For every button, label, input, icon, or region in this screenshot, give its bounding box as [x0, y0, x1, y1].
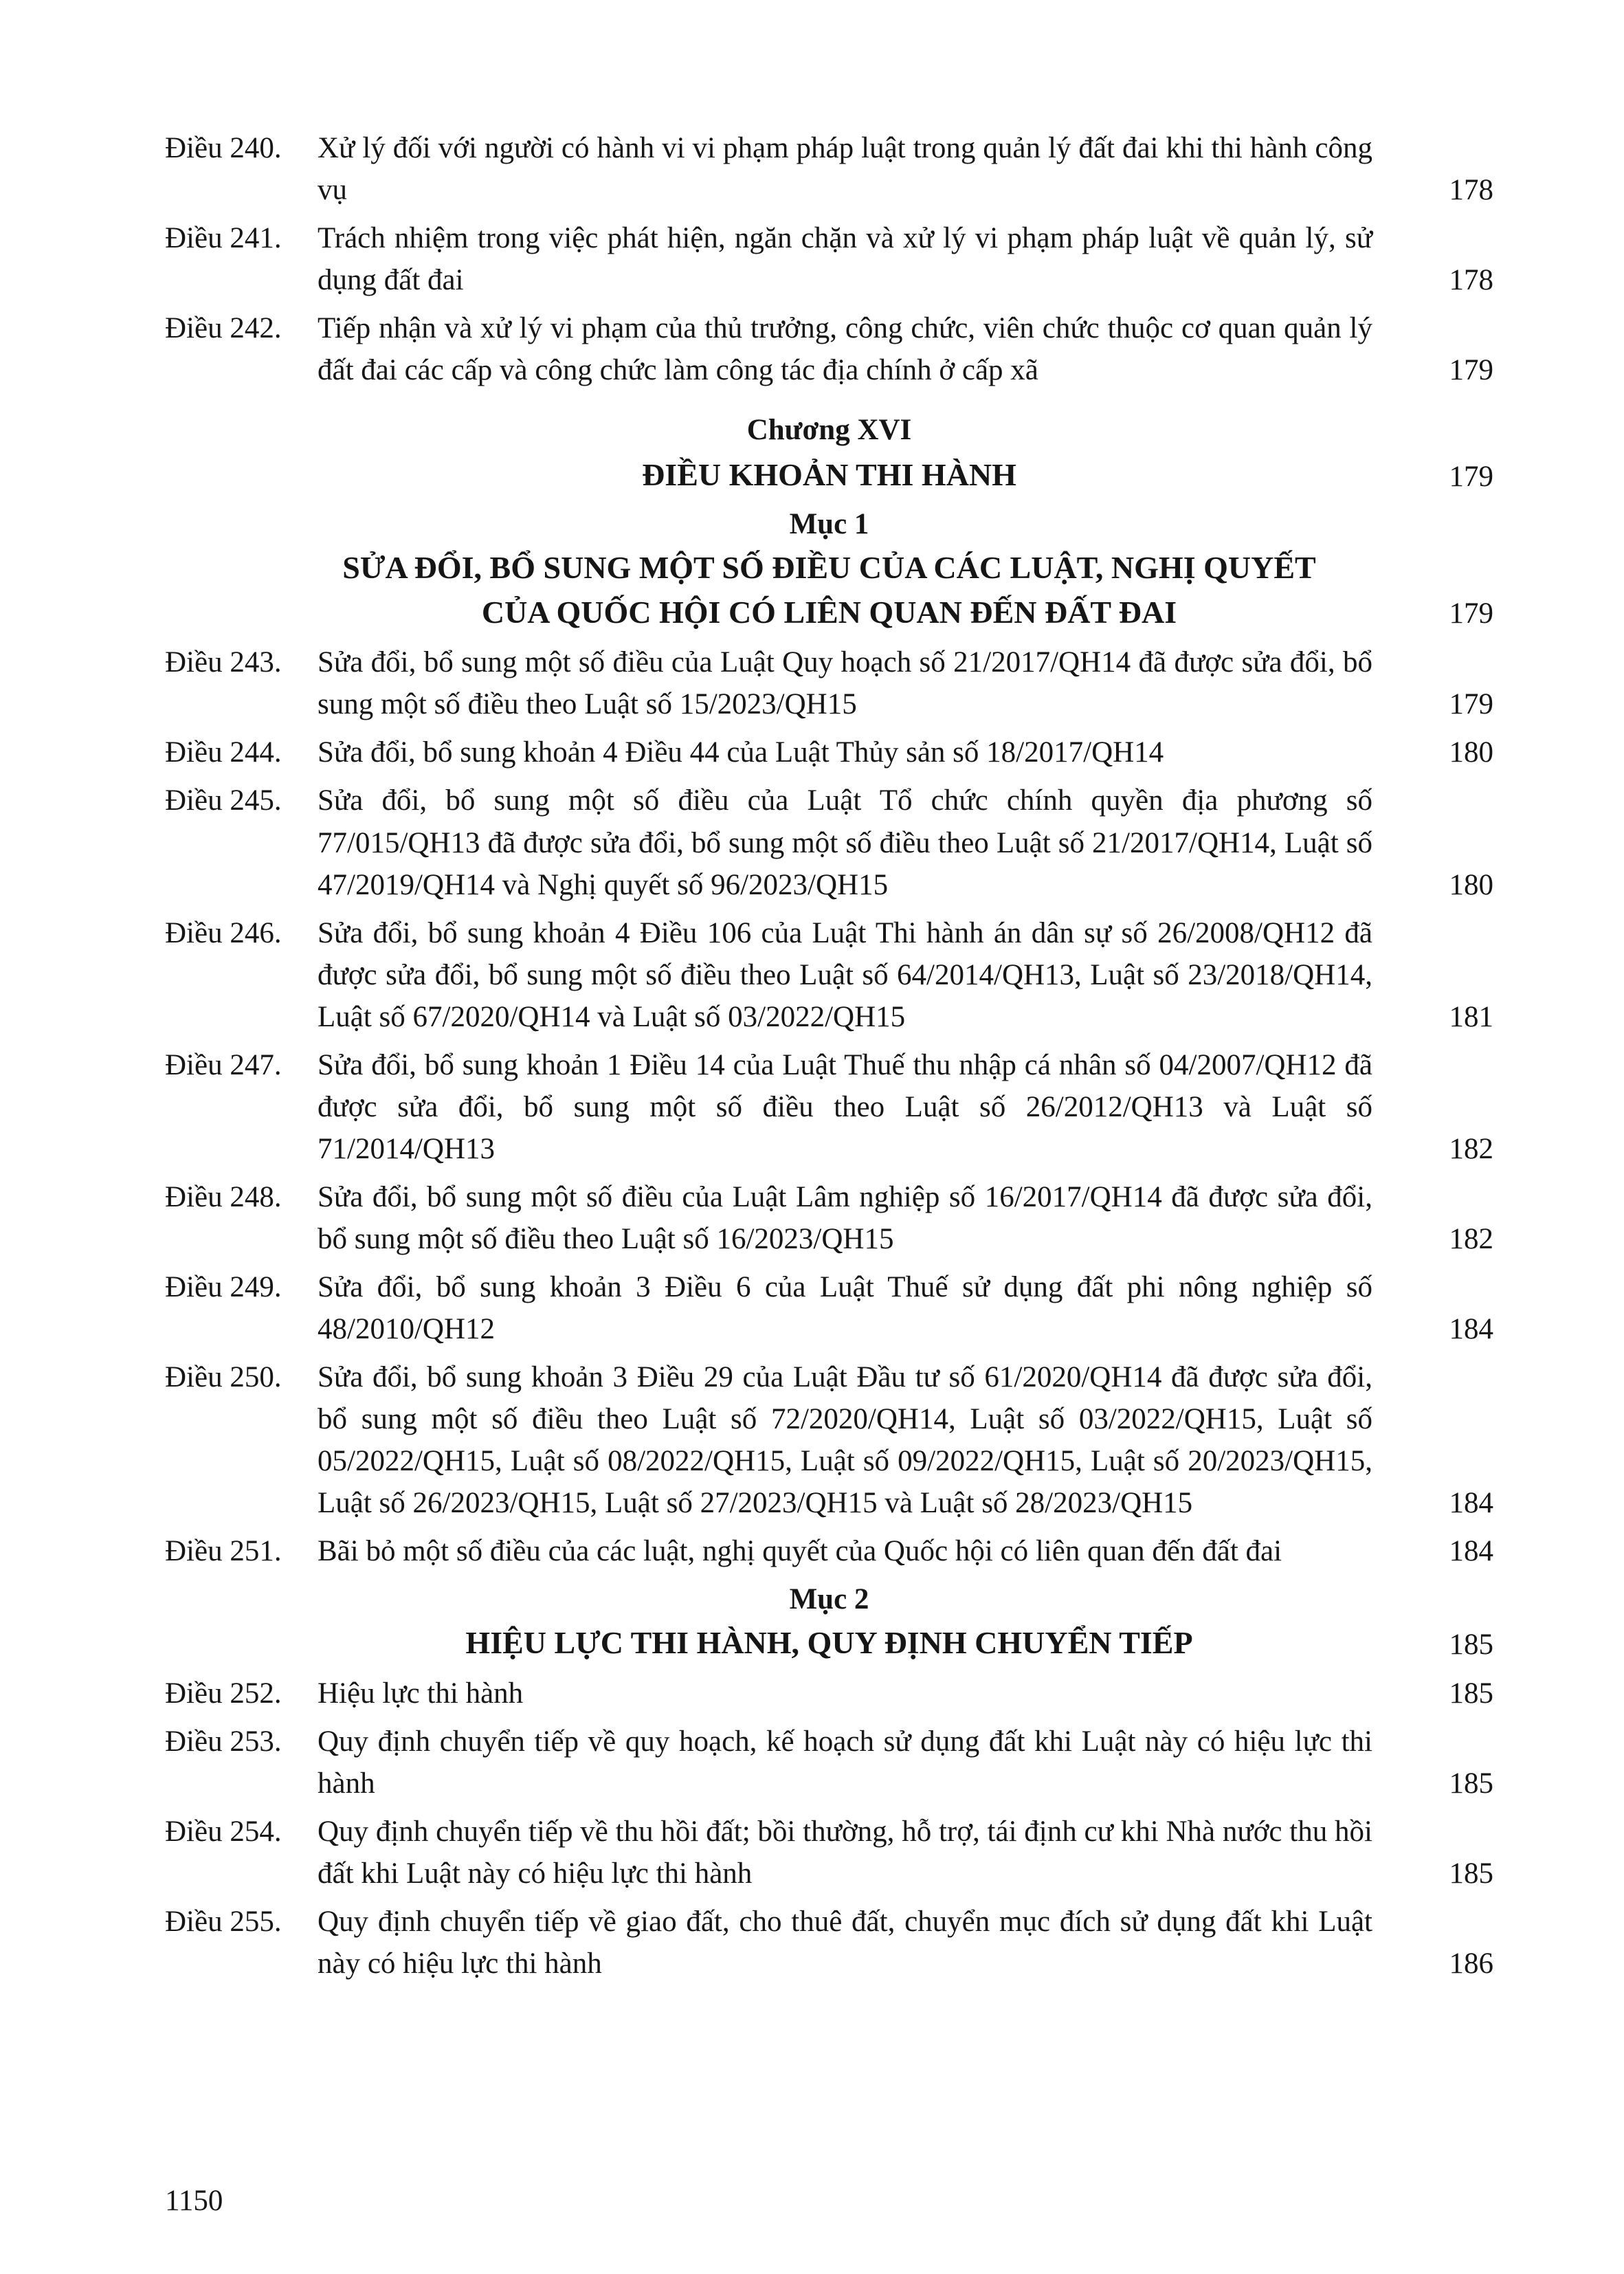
toc-entry-label: Điều 244. [165, 736, 282, 769]
toc-entry [165, 641, 1493, 725]
chapter-number: Chương XVI [746, 414, 912, 447]
toc-entry-page-number: 179 [1449, 354, 1493, 387]
toc-entry-page-number: 179 [1449, 688, 1493, 721]
section-number: Mục 1 [789, 507, 869, 540]
toc-entry-page-number: 180 [1449, 736, 1493, 769]
toc-entry [165, 1176, 1493, 1260]
toc-entry [165, 1266, 1493, 1350]
toc-entry-page-number: 181 [1449, 1000, 1493, 1033]
toc-entry [165, 1901, 1493, 1985]
chapter-page-number: 179 [1449, 460, 1493, 493]
toc-entry-text: Bãi bỏ một số điều của các luật, nghị quyết của Quốc hội có liên quan đến đất đai [318, 1535, 1282, 1568]
toc-entry-text: Sửa đổi, bổ sung một số điều của Luật Lâm nghiệp số 16/2017/QH14 đã được sửa đổi, bổ sung một số điều theo Luật số 16/2023/QH15 [318, 1180, 1372, 1255]
toc-entry [165, 307, 1493, 391]
toc-entry [165, 780, 1493, 905]
toc-entry-label: Điều 251. [165, 1535, 282, 1568]
toc-entry-label: Điều 249. [165, 1270, 282, 1303]
toc-entry-page-number: 180 [1449, 868, 1493, 901]
toc-entry-label: Điều 247. [165, 1048, 282, 1081]
chapter-heading [165, 409, 1493, 497]
toc-entry-page-number: 185 [1449, 1677, 1493, 1710]
section-title-line-2: CỦA QUỐC HỘI CÓ LIÊN QUAN ĐẾN ĐẤT ĐAI [481, 595, 1177, 630]
toc-entry-page-number: 185 [1449, 1857, 1493, 1890]
toc-entry-text: Quy định chuyển tiếp về giao đất, cho thuê đất, chuyển mục đích sử dụng đất khi Luật này có hiệu lực thi hành [318, 1905, 1372, 1980]
toc-entry [165, 1673, 1493, 1714]
toc-entry-text: Sửa đổi, bổ sung khoản 3 Điều 29 của Luật Đầu tư số 61/2020/QH14 đã được sửa đổi, bổ sung một số điều theo Luật số 72/2020/QH14, Luật số 03/2022/QH15, Luật số 05/2022/QH15, Luật số 08/2022/QH15, Luật số 09/2022/QH15, Luật số 20/2023/QH15, Luật số 26/2023/QH15, Luật số 27/2023/QH15 và Luật số 28/2023/QH15 [318, 1361, 1372, 1520]
toc-entry-text: Sửa đổi, bổ sung khoản 4 Điều 106 của Luật Thi hành án dân sự số 26/2008/QH12 đã được sửa đổi, bổ sung một số điều theo Luật số 64/2014/QH13, Luật số 23/2018/QH14, Luật số 67/2020/QH14 và Luật số 03/2022/QH15 [318, 916, 1372, 1033]
toc-entry-text: Sửa đổi, bổ sung khoản 4 Điều 44 của Luật Thủy sản số 18/2017/QH14 [318, 736, 1164, 769]
toc-entry-label: Điều 243. [165, 646, 282, 679]
toc-entry-label: Điều 255. [165, 1905, 282, 1938]
toc-entry [165, 912, 1493, 1038]
section-page-number: 185 [1449, 1628, 1493, 1661]
toc-entry-text: Trách nhiệm trong việc phát hiện, ngăn chặn và xử lý vi phạm pháp luật về quản lý, sử dụng đất đai [318, 222, 1372, 297]
section-number: Mục 2 [789, 1583, 869, 1616]
toc-entry [165, 127, 1493, 211]
toc-entry-label: Điều 250. [165, 1361, 282, 1394]
toc-entry [165, 1044, 1493, 1170]
toc-entry [165, 217, 1493, 301]
section-heading [165, 503, 1493, 635]
toc-entry-text: Xử lý đối với người có hành vi vi phạm pháp luật trong quản lý đất đai khi thi hành công vụ [318, 132, 1372, 207]
chapter-title: ĐIỀU KHOẢN THI HÀNH [642, 457, 1016, 493]
toc-entry-text: Sửa đổi, bổ sung khoản 3 Điều 6 của Luật Thuế sử dụng đất phi nông nghiệp số 48/2010/QH12 [318, 1270, 1372, 1346]
section-heading [165, 1578, 1493, 1665]
toc-entry [165, 1721, 1493, 1804]
toc-entry-label: Điều 241. [165, 222, 282, 255]
toc-entry-text: Tiếp nhận và xử lý vi phạm của thủ trưởng, công chức, viên chức thuộc cơ quan quản lý đất đai các cấp và công chức làm công tác địa chính ở cấp xã [318, 312, 1372, 387]
section-title-line-1: HIỆU LỰC THI HÀNH, QUY ĐỊNH CHUYỂN TIẾP [465, 1625, 1193, 1661]
footer-page-number: 1150 [165, 2184, 223, 2217]
toc-entry [165, 1356, 1493, 1524]
toc-entry-label: Điều 254. [165, 1815, 282, 1848]
toc-entry-page-number: 182 [1449, 1222, 1493, 1255]
section-title-line-1: SỬA ĐỔI, BỔ SUNG MỘT SỐ ĐIỀU CỦA CÁC LUẬT, NGHỊ QUYẾT [342, 549, 1316, 585]
toc-entry-label: Điều 253. [165, 1725, 282, 1758]
toc-entry [165, 731, 1493, 773]
toc-entry-label: Điều 245. [165, 784, 282, 817]
section-page-number: 179 [1449, 597, 1493, 630]
toc-entry-page-number: 184 [1449, 1487, 1493, 1520]
toc-entry [165, 1530, 1493, 1572]
toc-entry-page-number: 186 [1449, 1947, 1493, 1980]
toc-entry-label: Điều 252. [165, 1677, 282, 1710]
toc-entry-page-number: 182 [1449, 1132, 1493, 1165]
toc-entry-page-number: 184 [1449, 1313, 1493, 1346]
toc-entry-label: Điều 242. [165, 312, 282, 345]
toc-entry-page-number: 185 [1449, 1767, 1493, 1800]
toc-entry-text: Hiệu lực thi hành [318, 1677, 524, 1710]
toc-entry-text: Quy định chuyển tiếp về thu hồi đất; bồi thường, hỗ trợ, tái định cư khi Nhà nước thu hồi đất khi Luật này có hiệu lực thi hành [318, 1815, 1372, 1890]
toc-entry [165, 1811, 1493, 1895]
toc-entry-text: Quy định chuyển tiếp về quy hoạch, kế hoạch sử dụng đất khi Luật này có hiệu lực thi hành [318, 1725, 1372, 1800]
toc-entry-label: Điều 248. [165, 1180, 282, 1213]
toc-entry-text: Sửa đổi, bổ sung một số điều của Luật Tổ chức chính quyền địa phương số 77/015/QH13 đã được sửa đổi, bổ sung một số điều theo Luật số 21/2017/QH14, Luật số 47/2019/QH14 và Nghị quyết số 96/2023/QH15 [318, 784, 1372, 901]
toc-entry-page-number: 178 [1449, 264, 1493, 297]
toc-entry-text: Sửa đổi, bổ sung khoản 1 Điều 14 của Luật Thuế thu nhập cá nhân số 04/2007/QH12 đã được sửa đổi, bổ sung một số điều theo Luật số 26/2012/QH13 và Luật số 71/2014/QH13 [318, 1048, 1372, 1165]
toc-entry-label: Điều 246. [165, 916, 282, 949]
toc-entry-page-number: 184 [1449, 1535, 1493, 1568]
table-of-contents [165, 127, 1493, 1991]
toc-entry-text: Sửa đổi, bổ sung một số điều của Luật Quy hoạch số 21/2017/QH14 đã được sửa đổi, bổ sung một số điều theo Luật số 15/2023/QH15 [318, 646, 1372, 721]
toc-entry-page-number: 178 [1449, 174, 1493, 207]
toc-entry-label: Điều 240. [165, 132, 282, 164]
